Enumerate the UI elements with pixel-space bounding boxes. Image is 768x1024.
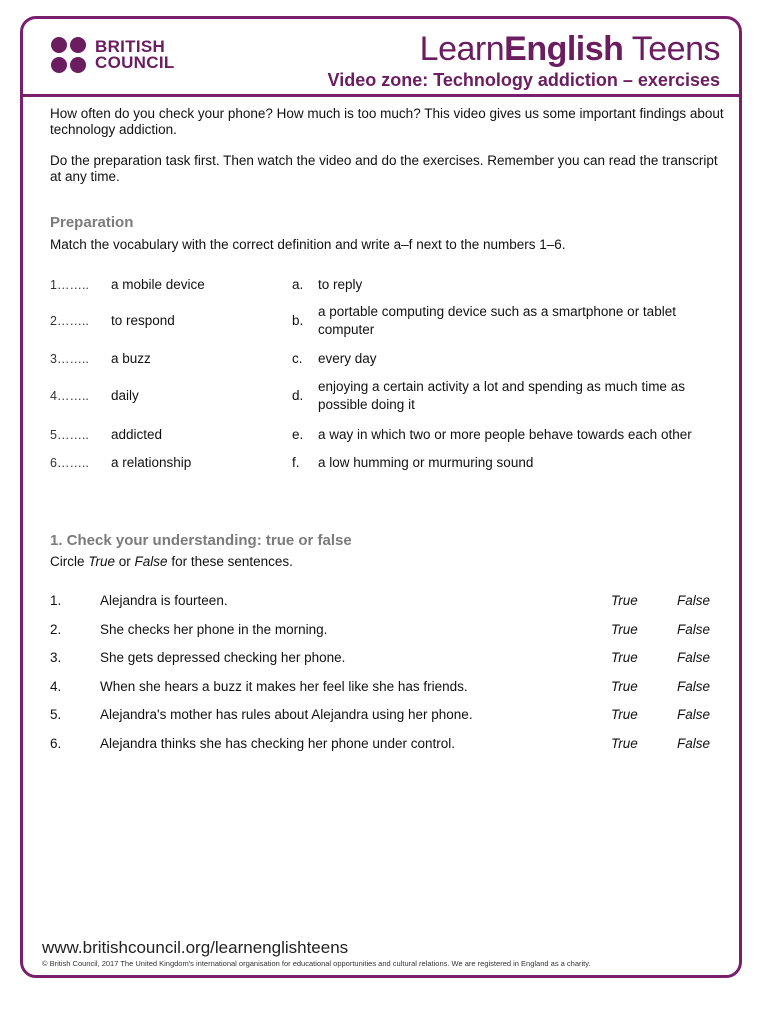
- vocab-row: [50, 426, 730, 444]
- vocab-term: addicted: [111, 427, 163, 442]
- vocab-term: a mobile device: [111, 277, 205, 292]
- true-option[interactable]: True: [611, 593, 638, 608]
- vocab-term: a buzz: [111, 351, 151, 366]
- vocab-term: to respond: [111, 313, 175, 328]
- vocab-letter: d.: [292, 388, 304, 403]
- tf-statement: When she hears a buzz it makes her feel like she has friends.: [100, 678, 468, 694]
- false-option[interactable]: False: [677, 707, 711, 723]
- vocab-definition: every day: [318, 351, 377, 366]
- vocab-number-blank[interactable]: 1……..: [50, 278, 89, 292]
- preparation-instruction: Match the vocabulary with the correct definition and write a–f next to the numbers 1–6.: [50, 237, 566, 252]
- tf-number: 3.: [50, 650, 62, 666]
- tf-number: 5.: [50, 707, 62, 723]
- logo-dots-icon: [51, 37, 87, 73]
- tf-number: 1.: [50, 593, 62, 608]
- vocab-term: a relationship: [111, 455, 192, 470]
- true-option[interactable]: True: [611, 621, 638, 637]
- vocab-letter: f.: [292, 455, 300, 470]
- tf-statement: She gets depressed checking her phone.: [100, 650, 346, 666]
- tf-statement: Alejandra's mother has rules about Alejandra using her phone.: [100, 707, 473, 723]
- tf-number: 4.: [50, 678, 62, 694]
- vocab-row: [50, 378, 730, 414]
- vocab-letter: e.: [292, 427, 304, 442]
- vocab-letter: a.: [292, 277, 304, 292]
- vocab-number-blank[interactable]: 4……..: [50, 389, 89, 403]
- vocab-letter: b.: [292, 313, 304, 328]
- vocab-definition: enjoying a certain activity a lot and spending as much time as possible doing it: [318, 379, 685, 412]
- vocab-row: [50, 350, 730, 368]
- true-option[interactable]: True: [611, 707, 638, 723]
- footer-copyright: © British Council, 2017 The United Kingdom's international organisation for educational opportunities and cultural relations. We are registered in England as a charity.: [42, 959, 591, 968]
- brand-learn: Learn: [419, 30, 505, 68]
- vocab-row: [50, 276, 730, 294]
- false-option[interactable]: False: [677, 621, 711, 637]
- vocab-number-blank[interactable]: 5……..: [50, 428, 89, 442]
- preparation-heading: Preparation: [50, 214, 134, 231]
- vocab-row: [50, 303, 730, 339]
- vocab-term: daily: [111, 388, 139, 403]
- tf-statement: She checks her phone in the morning.: [100, 621, 328, 637]
- vocab-number-blank[interactable]: 3……..: [50, 352, 89, 366]
- brand-teens: Teens: [623, 30, 720, 68]
- tf-statement: Alejandra is fourteen.: [100, 593, 228, 608]
- tf-number: 2.: [50, 621, 62, 637]
- logo-line1: BRITISH: [95, 37, 166, 56]
- false-option[interactable]: False: [677, 736, 711, 751]
- header-divider: [20, 94, 742, 97]
- tf-statement: Alejandra thinks she has checking her phone under control.: [100, 736, 455, 751]
- task1-instruction: Circle True or False for these sentences.: [50, 554, 293, 569]
- true-option[interactable]: True: [611, 678, 638, 694]
- intro-paragraph-2: Do the preparation task first. Then watch the video and do the exercises. Remember you can read the transcript at any time.: [50, 153, 718, 184]
- false-option[interactable]: False: [677, 678, 711, 694]
- false-option[interactable]: False: [677, 650, 711, 666]
- false-option[interactable]: False: [677, 593, 711, 608]
- vocab-definition: a low humming or murmuring sound: [318, 455, 534, 470]
- true-option[interactable]: True: [611, 650, 638, 666]
- vocab-definition: to reply: [318, 277, 363, 292]
- vocab-letter: c.: [292, 351, 303, 366]
- document-title: Video zone: Technology addiction – exercises: [327, 70, 720, 90]
- learnenglish-teens-brand: [420, 30, 720, 69]
- true-option[interactable]: True: [611, 736, 638, 751]
- vocab-number-blank[interactable]: 2……..: [50, 314, 89, 328]
- british-council-logo: [51, 37, 175, 73]
- vocab-definition: a portable computing device such as a smartphone or tablet computer: [318, 304, 676, 337]
- logo-line2: COUNCIL: [95, 53, 175, 72]
- tf-number: 6.: [50, 736, 62, 751]
- vocab-definition: a way in which two or more people behave towards each other: [318, 427, 692, 442]
- vocab-number-blank[interactable]: 6……..: [50, 456, 89, 470]
- brand-english: English: [504, 30, 624, 68]
- intro-paragraph-1: How often do you check your phone? How much is too much? This video gives us some important findings about technology addiction.: [50, 106, 724, 137]
- footer-url[interactable]: www.britishcouncil.org/learnenglishteens: [42, 938, 349, 957]
- task1-heading: 1. Check your understanding: true or false: [50, 532, 352, 549]
- vocab-row: [50, 454, 730, 472]
